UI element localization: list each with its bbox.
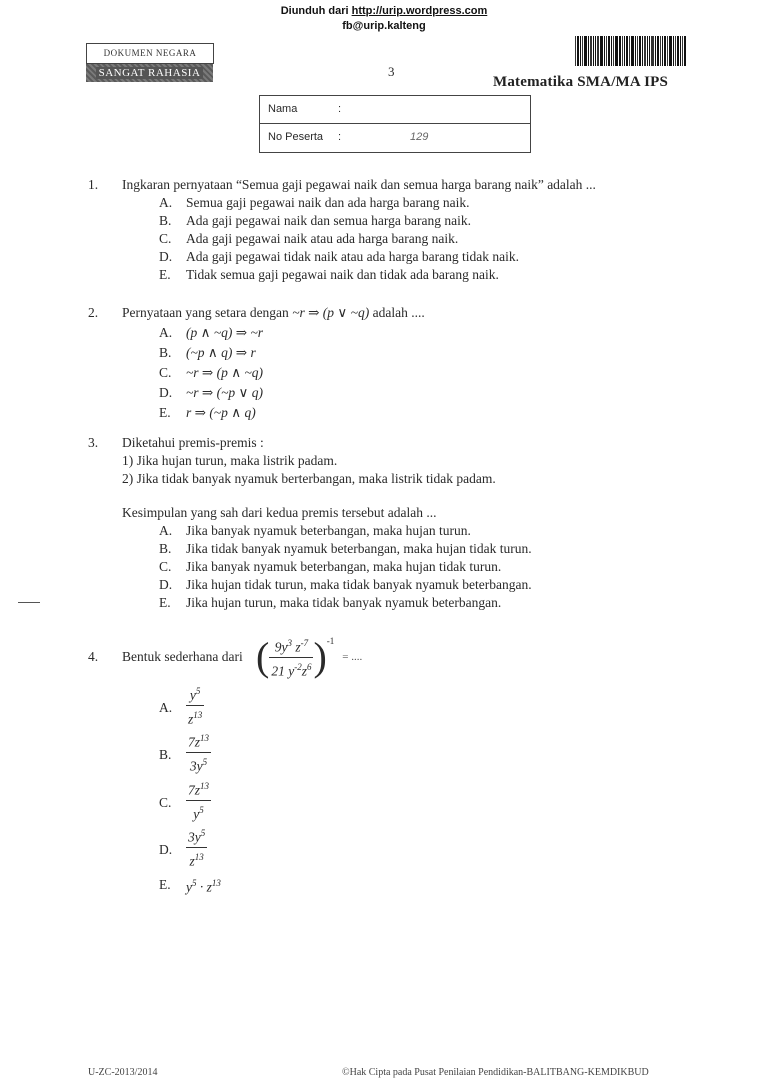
q1-option-b-letter: B. (159, 213, 172, 228)
q4-option-a-letter: A. (159, 700, 173, 715)
barcode-bar (575, 36, 576, 66)
q4e-base-a: y (186, 879, 192, 895)
q4-option-e-expression (186, 874, 221, 897)
q4-option-d-den (186, 848, 207, 871)
q1-option-e-letter: E. (159, 267, 171, 282)
barcode-bar (608, 36, 610, 66)
q3-option-b-text: Jika tidak banyak nyamuk beterbangan, maka hujan tidak turun. (186, 541, 532, 556)
name-label: Nama (268, 103, 298, 115)
q2-option-c-text: ~r ⇒ (p ∧ ~q) (186, 365, 264, 380)
left-paren: ( (256, 634, 270, 679)
q4-expression-numerator (269, 634, 313, 658)
q3-premise-2: 2) Jika tidak banyak nyamuk berterbangan, maka listrik tidak padam. (122, 471, 496, 486)
barcode-bar (606, 36, 607, 66)
barcode-bar (584, 36, 587, 66)
barcode-bar (642, 36, 643, 66)
q4d-den-exp: 13 (194, 851, 204, 862)
q4-stem-suffix: = .... (342, 651, 363, 663)
secret-stamp (86, 64, 213, 82)
barcode-bar (677, 36, 679, 66)
q4-option-d-fraction (186, 824, 207, 870)
barcode-bar (649, 36, 650, 66)
participant-row (260, 124, 530, 151)
q2-option-d-text: ~r ⇒ (~p ∨ q) (186, 385, 264, 400)
q4d-num-exp: 5 (200, 828, 206, 838)
barcode-bar (680, 36, 681, 66)
q2-option-e-letter: E. (159, 405, 171, 420)
barcode-bar (662, 36, 663, 66)
question-4-stem: Bentuk sederhana dari (122, 649, 243, 664)
q4-option-a-fraction (186, 682, 204, 728)
q3-option-c-text: Jika banyak nyamuk beterbangan, maka hujan tidak turun. (186, 559, 502, 574)
barcode-bar (629, 36, 630, 66)
source-line-1 (0, 4, 768, 18)
barcode-bar (675, 36, 676, 66)
q4-option-c-num (186, 777, 211, 801)
participant-label: No Peserta (268, 131, 324, 143)
q4d-den-base: z (189, 853, 195, 868)
barcode-bar (664, 36, 666, 66)
q4-option-b-fraction (186, 729, 211, 775)
q4-option-b-frac (186, 729, 211, 775)
q4-num-exp2: -7 (300, 638, 309, 648)
barcode-bar (682, 36, 683, 66)
q1-option-a-letter: A. (159, 195, 173, 210)
secret-label: SANGAT RAHASIA (96, 67, 204, 79)
barcode-bar (604, 36, 605, 66)
q4-option-b-letter: B. (159, 747, 172, 762)
q4-option-d-letter: D. (159, 842, 173, 857)
q4-option-e-letter: E. (159, 877, 171, 892)
name-colon: : (338, 103, 342, 115)
barcode-bar (673, 36, 674, 66)
q2-option-d-letter: D. (159, 385, 173, 400)
barcode-bar (669, 36, 672, 66)
q2-option-b-text: (~p ∧ q) ⇒ r (186, 345, 256, 360)
page-number: 3 (388, 64, 395, 79)
q4b-num-exp: 13 (200, 733, 210, 743)
q4b-den-exp: 5 (202, 756, 208, 767)
question-1-stem: Ingkaran pernyataan “Semua gaji pegawai naik dan semua harga barang naik” adalah ... (122, 177, 596, 192)
q1-option-c-text: Ada gaji pegawai naik atau ada harga barang naik. (186, 231, 459, 246)
barcode-bar (667, 36, 668, 66)
q1-option-b-text: Ada gaji pegawai naik dan semua harga barang naik. (186, 213, 472, 228)
q4-option-d-num (186, 824, 207, 848)
q1-option-a-text: Semua gaji pegawai naik dan ada harga barang naik. (186, 195, 470, 210)
q3-option-b-letter: B. (159, 541, 172, 556)
q4c-num-exp: 13 (200, 781, 210, 791)
margin-mark (18, 602, 40, 603)
q4a-num-base: y (189, 687, 196, 703)
q4-option-a-frac (186, 682, 204, 728)
q3-premise-1: 1) Jika hujan turun, maka listrik padam. (122, 453, 338, 468)
barcode-bar (624, 36, 625, 66)
question-2-stem (122, 304, 425, 322)
q1-option-c-letter: C. (159, 231, 172, 246)
barcode-bar (639, 36, 641, 66)
q3-option-d-letter: D. (159, 577, 173, 592)
q2-option-a-letter: A. (159, 325, 173, 340)
q4-den-exp1: -2 (294, 661, 302, 672)
q4-expression-denominator (269, 658, 313, 681)
barcode-bar (597, 36, 599, 66)
q4-option-d-frac (186, 824, 207, 870)
q4a-num-exp: 5 (195, 686, 201, 696)
q4-option-c-frac (186, 777, 211, 823)
q4-option-c-letter: C. (159, 795, 172, 810)
question-2-number: 2. (88, 305, 99, 320)
q4-option-b-den (186, 753, 211, 776)
q2-option-a-text: (p ∧ ~q) ⇒ ~r (186, 325, 264, 340)
q4-den-z: z (301, 663, 307, 678)
q4e-exp-b: 13 (211, 878, 221, 888)
q4-den-exp2: 6 (306, 661, 312, 672)
barcode-bar (580, 36, 581, 66)
q4c-den-exp: 5 (199, 804, 204, 815)
q4a-den-exp: 13 (193, 709, 203, 720)
q4-option-c-den (186, 801, 211, 824)
barcode-bar (660, 36, 661, 66)
barcode-bar (647, 36, 648, 66)
participant-handwritten-mark: 129 (410, 131, 429, 143)
subject-title: Matematika SMA/MA IPS (493, 74, 669, 90)
q3-option-a-letter: A. (159, 523, 173, 538)
q4-den-coef: 21 y (271, 663, 295, 678)
barcode-bar (577, 36, 579, 66)
q3-option-a-text: Jika banyak nyamuk beterbangan, maka hujan turun. (186, 523, 471, 538)
source-prefix: Diunduh dari (280, 5, 352, 17)
source-line-2: fb@urip.kalteng (342, 20, 426, 32)
q1-option-e-text: Tidak semua gaji pegawai naik dan tidak ada barang naik. (186, 267, 499, 282)
q1-option-d-text: Ada gaji pegawai tidak naik atau ada harga barang tidak naik. (186, 249, 519, 264)
barcode-bar (613, 36, 614, 66)
source-link[interactable]: http://urip.wordpress.com (351, 5, 488, 17)
q4c-num-base: 7z (188, 782, 201, 798)
barcode-bar (655, 36, 656, 66)
q4c-den-base: y (193, 806, 200, 821)
q4-option-c-fraction (186, 777, 211, 823)
barcode-icon (575, 36, 699, 66)
q4-option-a-num (186, 682, 204, 706)
q4-outer-exponent: -1 (326, 636, 335, 646)
name-row (260, 96, 530, 124)
barcode-bar (615, 36, 618, 66)
q4-num-coef: 9y (274, 639, 288, 655)
question-4-number: 4. (88, 649, 99, 664)
q2-option-b-letter: B. (159, 345, 172, 360)
q4-expression-fraction (269, 634, 313, 680)
barcode-bar (588, 36, 589, 66)
footer-code: U-ZC-2013/2014 (88, 1067, 158, 1078)
q2-stem-suffix: adalah .... (369, 305, 425, 320)
q3-option-c-letter: C. (159, 559, 172, 574)
barcode-bar (600, 36, 603, 66)
q4d-num-base: 3y (188, 829, 201, 845)
participant-colon: : (338, 131, 342, 143)
q4-num-exp1: 3 (287, 638, 292, 648)
barcode-bar (593, 36, 594, 66)
question-1-number: 1. (88, 177, 99, 192)
q2-option-e-text: r ⇒ (~p ∧ q) (186, 405, 256, 420)
q3-option-e-text: Jika hujan turun, maka tidak banyak nyamuk beterbangan. (186, 595, 502, 610)
q4-expression (256, 630, 362, 684)
identity-box (259, 95, 531, 153)
q4b-num-base: 7z (188, 734, 201, 750)
q4-option-a-den (186, 706, 204, 729)
barcode-bar (644, 36, 646, 66)
barcode-bar (611, 36, 612, 66)
barcode-bar (631, 36, 634, 66)
barcode-bar (619, 36, 621, 66)
q4-num-z: z (291, 639, 301, 655)
barcode-bar (637, 36, 638, 66)
barcode-bar (582, 36, 583, 66)
q4a-den-base: z (188, 711, 194, 726)
q4-option-b-num (186, 729, 211, 753)
q2-stem-prefix: Pernyataan yang setara dengan (122, 305, 293, 320)
barcode-bar (657, 36, 659, 66)
document-classification-box: DOKUMEN NEGARA (86, 43, 214, 64)
barcode-bar (595, 36, 596, 66)
right-paren: ) (313, 634, 327, 679)
question-3-stem: Diketahui premis-premis : (122, 435, 264, 450)
q3-option-d-text: Jika hujan tidak turun, maka tidak banyak nyamuk beterbangan. (186, 577, 532, 592)
question-3-number: 3. (88, 435, 99, 450)
q3-conclusion-stem: Kesimpulan yang sah dari kedua premis tersebut adalah ... (122, 505, 437, 520)
barcode-bar (684, 36, 686, 66)
q1-option-d-letter: D. (159, 249, 173, 264)
q4e-exp-a: 5 (192, 878, 197, 888)
barcode-bar (590, 36, 592, 66)
barcode-bar (651, 36, 654, 66)
q3-option-e-letter: E. (159, 595, 171, 610)
barcode-bar (626, 36, 628, 66)
footer-copyright: ©Hak Cipta pada Pusat Penilaian Pendidikan-BALITBANG-KEMDIKBUD (342, 1067, 649, 1078)
barcode-bar (635, 36, 636, 66)
q4b-den-base: 3y (189, 758, 203, 773)
q4e-op: · z (196, 879, 212, 895)
barcode-bar (622, 36, 623, 66)
q2-option-c-letter: C. (159, 365, 172, 380)
q2-stem-formula: ~r ⇒ (p ∨ ~q) (292, 305, 370, 320)
